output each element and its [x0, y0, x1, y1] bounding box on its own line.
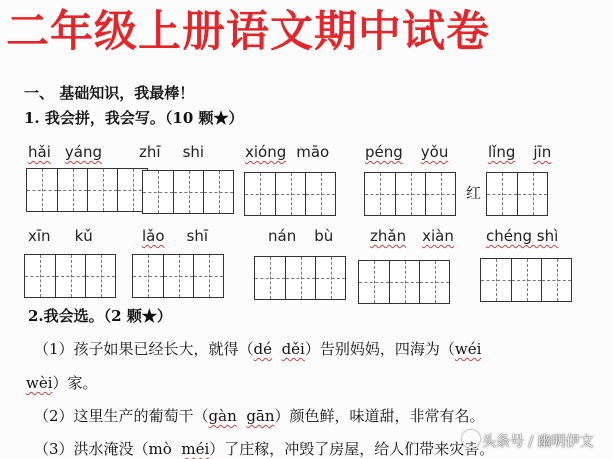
sentence-3	[34, 438, 494, 459]
sentence-text: ）家。	[52, 374, 98, 392]
pinyin-word: xiàn	[422, 227, 454, 245]
pinyin-pair	[28, 143, 102, 161]
writing-grid[interactable]	[364, 172, 456, 216]
writing-grid[interactable]	[254, 256, 346, 300]
question-2-heading: 2.我会选。（2 颗★）	[28, 307, 172, 325]
pinyin-pair	[488, 143, 551, 161]
sentence-1-continued	[26, 372, 98, 393]
writing-grid[interactable]	[480, 258, 572, 302]
pinyin-pair	[365, 143, 448, 161]
watermark	[462, 430, 594, 451]
pinyin-pair	[486, 227, 558, 245]
sentence-text: （3）洪水淹没（	[34, 440, 149, 458]
pinyin-word: lǐng	[488, 143, 516, 161]
pinyin-pair	[28, 227, 93, 245]
pinyin-pair	[370, 227, 454, 245]
pinyin-word: lǎo	[142, 227, 165, 245]
pinyin-word: kǔ	[74, 227, 93, 245]
pinyin-word: yǒu	[420, 143, 449, 161]
sentence-text: （1）孩子如果已经长大，就得（	[34, 340, 254, 358]
pinyin-pair	[245, 143, 329, 161]
sentence-text: ）告别妈妈，四海为（	[304, 340, 455, 358]
pinyin-word: zhǎn	[370, 227, 407, 245]
pinyin-word: bù	[314, 227, 334, 245]
pinyin-option[interactable]: gān	[246, 407, 275, 425]
sentence-text: ）颜色鲜，味道甜，非常有名。	[274, 407, 485, 425]
watermark-text: 头条号 / 幽明伊文	[482, 434, 594, 450]
writing-grid[interactable]	[24, 254, 116, 298]
writing-grid[interactable]	[486, 172, 548, 216]
question-1-heading: 1. 我会拼，我会写。（10 颗★）	[24, 109, 244, 127]
pinyin-word: xióng	[245, 143, 287, 161]
pinyin-word: zhī	[139, 143, 161, 161]
pinyin-option[interactable]: gàn	[208, 407, 237, 425]
pinyin-word: chéng shì	[486, 227, 559, 245]
writing-grid[interactable]	[132, 254, 224, 298]
page-title: 二年级上册语文期中试卷	[6, 7, 490, 57]
pinyin-word: nán	[268, 227, 297, 245]
pinyin-option[interactable]: méi	[181, 440, 210, 458]
pinyin-word: yáng	[64, 143, 102, 161]
pinyin-word: māo	[296, 143, 330, 161]
camera-icon	[462, 430, 480, 448]
section-heading: 一、 基础知识，我最棒！	[24, 84, 195, 102]
writing-grid[interactable]	[26, 168, 148, 212]
given-character: 红	[466, 184, 482, 202]
pinyin-word: péng	[365, 143, 403, 161]
pinyin-option[interactable]: wèi	[26, 374, 53, 392]
pinyin-word: xīn	[28, 227, 51, 245]
pinyin-option[interactable]: mò	[148, 440, 172, 458]
writing-grid[interactable]	[142, 170, 234, 214]
pinyin-pair	[139, 143, 204, 161]
pinyin-option[interactable]: děi	[281, 340, 305, 358]
pinyin-word: jīn	[533, 143, 552, 161]
pinyin-word: hǎi	[28, 143, 51, 161]
pinyin-pair	[142, 227, 208, 245]
sentence-1	[34, 338, 481, 359]
pinyin-pair	[268, 227, 333, 245]
sentence-2	[34, 405, 485, 426]
pinyin-option[interactable]: dé	[253, 340, 273, 358]
pinyin-option[interactable]: wéi	[454, 340, 482, 358]
writing-grid[interactable]	[244, 172, 336, 216]
pinyin-word: shī	[186, 227, 209, 245]
pinyin-word: shi	[182, 143, 205, 161]
writing-grid[interactable]	[358, 260, 450, 304]
sentence-text: （2）这里生产的葡萄干（	[34, 407, 209, 425]
sentence-text: ）了庄稼，冲毁了房屋，给人们带来灾害。	[209, 440, 495, 458]
